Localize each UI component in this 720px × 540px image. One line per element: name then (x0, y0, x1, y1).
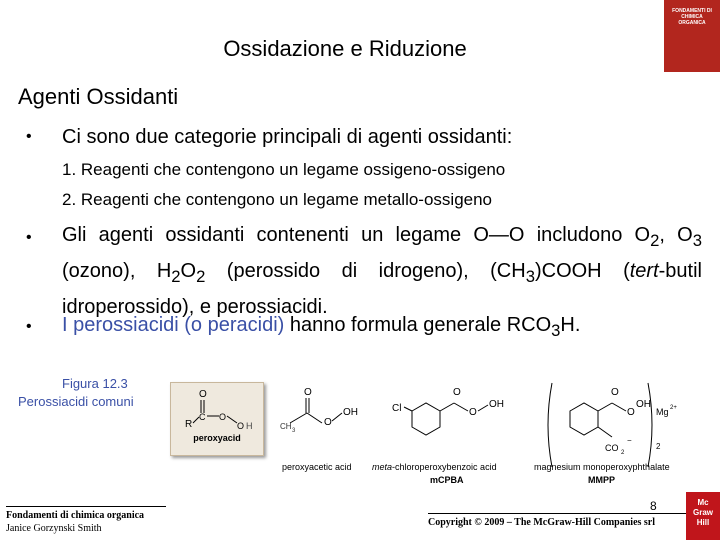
atom-subscript: 2 (621, 450, 625, 456)
svg-text:H: H (246, 421, 253, 431)
bullet-2-text (62, 220, 702, 322)
bullet-1-text: Ci sono due categorie principali di agenti ossidanti: (62, 126, 513, 148)
peroxyacid-label: peroxyacid (193, 433, 241, 443)
figure-caption: Perossiacidi comuni (18, 394, 134, 409)
mcpba-structure (392, 387, 504, 435)
text-run: O (180, 260, 197, 282)
subscript: 2 (196, 267, 206, 286)
section-heading: Agenti Ossidanti (18, 84, 179, 109)
peroxyacids-structures (270, 375, 690, 485)
mmpp-structure (548, 383, 677, 467)
text-run: hanno formula generale RCO (284, 314, 552, 336)
atom-label: CH (280, 422, 292, 431)
page-number: 8 (650, 499, 657, 513)
atom-label: O (219, 412, 227, 422)
atom-label: Mg (656, 407, 669, 417)
figure-label: Figura 12.3 (62, 376, 128, 391)
atom-subscript: 3 (292, 428, 296, 434)
footer-divider (6, 506, 166, 507)
subscript: 3 (551, 321, 561, 340)
atom-label: R (185, 419, 193, 430)
mcpba-name-rest: -chloroperoxybenzoic acid (392, 462, 497, 472)
atom-label: C (199, 412, 206, 422)
atom-label: CO (605, 443, 619, 453)
atom-label: O (304, 387, 312, 398)
atom-label: O (469, 407, 477, 418)
sub-item-1: 1. Reagenti che contengono un legame ossigeno-ossigeno (62, 160, 506, 179)
atom-label: OH (636, 399, 651, 410)
subscript: 2 (171, 267, 181, 286)
footer-divider (428, 513, 686, 514)
peroxyacetic-acid-structure (280, 387, 358, 434)
bullet-marker: • (26, 318, 32, 335)
text-run: (ozono), H (62, 260, 172, 282)
atom-label: O (453, 387, 461, 398)
charge-label: 2+ (670, 405, 677, 411)
atom-label: O (237, 421, 245, 431)
subscript: 3 (692, 231, 702, 250)
sub-item-2: 2. Reagenti che contengono un legame metallo-ossigeno (62, 190, 493, 209)
text-run: H. (560, 314, 581, 336)
publisher-logo-text: Mc Graw Hill (692, 498, 713, 527)
text-run: )COOH ( (534, 260, 630, 282)
mmpp-name: magnesium monoperoxyphthalate (534, 462, 670, 472)
atom-label: O (627, 407, 635, 418)
mmpp-abbreviation: MMPP (588, 475, 615, 485)
atom-label: O (611, 387, 619, 398)
text-run: -butil idroperossido), e perossiacidi. (62, 260, 702, 318)
atom-label: O (324, 417, 332, 428)
atom-label: O (199, 389, 207, 400)
mcpba-abbreviation: mCPBA (430, 475, 464, 485)
atom-label: Cl (392, 403, 402, 414)
mcpba-name (372, 462, 497, 472)
mcpba-name-italic: meta (372, 462, 393, 472)
atom-label: OH (489, 399, 504, 410)
slide-title: Ossidazione e Riduzione (223, 36, 467, 61)
text-run: (perossido di idrogeno), (CH (205, 260, 526, 282)
bullet-marker: • (26, 128, 32, 145)
footer-book-title: Fondamenti di chimica organica (6, 510, 145, 521)
publisher-logo (686, 492, 720, 540)
italic-run: tert (629, 260, 659, 282)
peroxyacid-box (170, 382, 264, 456)
atom-label: OH (343, 407, 358, 418)
highlight-run: I perossiacidi (o peracidi) (62, 314, 285, 336)
charge-sign: − (627, 436, 632, 445)
peracetic-acid-name: peroxyacetic acid (282, 462, 352, 472)
book-cover-text: FONDAMENTI DI CHIMICA ORGANICA (672, 8, 712, 26)
subscript: 2 (650, 231, 660, 250)
peroxyacid-structure (171, 383, 263, 433)
bullet-3-text (62, 310, 702, 346)
bullet-marker: • (26, 229, 32, 246)
footer-copyright: Copyright © 2009 – The McGraw-Hill Companies srl (428, 517, 656, 528)
footer-author: Janice Gorzynski Smith (6, 523, 102, 534)
text-run: , O (659, 224, 693, 246)
stoichiometry: 2 (656, 442, 661, 451)
text-run: Gli agenti ossidanti contenenti un legame O—O includono O (62, 224, 651, 246)
subscript: 3 (525, 267, 535, 286)
